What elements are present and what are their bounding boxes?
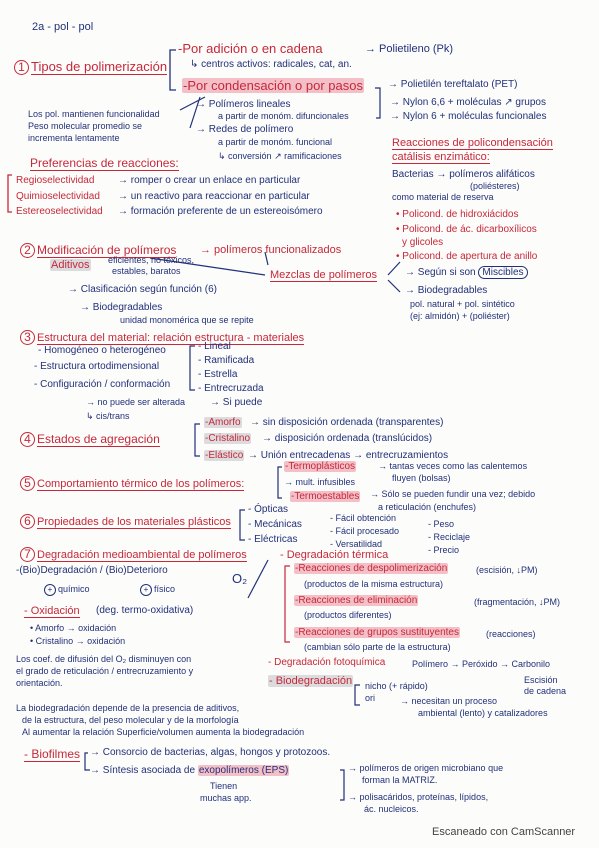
ramificada: - Ramificada bbox=[198, 355, 255, 366]
reac-elim-text: (fragmentación, ↓PM) bbox=[474, 597, 561, 607]
reac-item-2b: y glicoles bbox=[402, 237, 444, 248]
deg-fotoquimica: - Degradación fotoquímica bbox=[268, 657, 386, 668]
section-3-heading: 3 Estructura del material: relación estructura - materiales bbox=[20, 330, 304, 345]
almidon: (ej: almidón) + (poliéster) bbox=[410, 311, 510, 321]
cambian: (cambian sólo parte de la estructura) bbox=[304, 642, 451, 652]
consorcio: → Consorcio de bacterias, algas, hongos y protozoos. bbox=[90, 747, 331, 758]
estructura-ortodim: - Estructura ortodimensional bbox=[34, 361, 160, 372]
conversion-item: ↳ conversión ↗ ramificaciones bbox=[218, 151, 342, 161]
reac-sustituyentes: -Reacciones de grupos sustituyentes bbox=[295, 627, 459, 638]
forman-matriz: forman la MATRIZ. bbox=[362, 775, 438, 785]
amorfo-oxidacion: • Amorfo → oxidación bbox=[30, 623, 117, 633]
termo-text-1: → tantas veces como las calentemos bbox=[378, 461, 528, 471]
quimio-text: → un reactivo para reaccionar en particular bbox=[118, 191, 310, 202]
pol-mantienen: Los pol. mantienen funcionalidad bbox=[28, 109, 160, 119]
no-puede: → no puede ser alterada bbox=[86, 397, 186, 407]
section-1-number: 1 bbox=[14, 60, 29, 75]
termoest-text-2: a reticulación (enchufes) bbox=[378, 502, 477, 512]
mult-infusibles: → mult. infusibles bbox=[284, 477, 356, 487]
coef-line-3: orientación. bbox=[16, 678, 63, 688]
entrecruzada: - Entrecruzada bbox=[198, 383, 264, 394]
estereo-text: → formación preferente de un estereoisómero bbox=[118, 206, 323, 217]
tienen: Tienen bbox=[210, 781, 238, 791]
reacciones-title-2: catálisis enzimático: bbox=[392, 151, 490, 163]
pol-natural: pol. natural + pol. sintético bbox=[410, 299, 515, 309]
nylon66-item: → Nylon 6,6 + moléculas ↗ grupos bbox=[390, 97, 546, 108]
adicion-label: -Por adición o en cadena bbox=[178, 41, 323, 56]
regio-text: → romper o crear un enlace en particular bbox=[118, 175, 301, 186]
cristalino-text: → disposición ordenada (translúcidos) bbox=[262, 433, 433, 444]
quimio-label: Quimioselectividad bbox=[16, 191, 100, 202]
deg-foto-text: Polímero → Peróxido → Carbonilo bbox=[412, 659, 551, 669]
incrementa: incrementa lentamente bbox=[28, 133, 120, 143]
section-7-number: 7 bbox=[20, 547, 35, 562]
ac-nucleicos: ác. nucleicos. bbox=[364, 804, 419, 814]
electricas: - Eléctricas bbox=[248, 534, 298, 545]
de-cadena: de cadena bbox=[524, 686, 567, 696]
termo-text-2: fluyen (bolsas) bbox=[392, 473, 451, 483]
sintesis-label: → Síntesis asociada de exopolímeros (EPS) bbox=[90, 765, 289, 776]
elastico-label: -Elástico bbox=[205, 450, 244, 461]
peso-prop: - Peso bbox=[428, 519, 455, 529]
section-5-number: 5 bbox=[20, 476, 35, 491]
lineales-item: → Polímeros lineales bbox=[196, 99, 291, 110]
estereo-label: Estereoselectividad bbox=[16, 206, 103, 217]
partir-difuncionales: a partir de monóm. difuncionales bbox=[218, 111, 349, 121]
biodeg-line-1: La biodegradación depende de la presencia de aditivos, bbox=[16, 703, 240, 713]
facil-obtencion: - Fácil obtención bbox=[330, 513, 397, 523]
reac-item-1: • Policond. de hidroxiácidos bbox=[396, 209, 519, 220]
section-2-number: 2 bbox=[20, 243, 35, 258]
bacterias-item: Bacterias → polímeros alifáticos bbox=[392, 169, 535, 180]
reac-sust-text: (reacciones) bbox=[486, 629, 536, 639]
biofilmes-label: - Biofilmes bbox=[24, 747, 81, 761]
pet-item: → Polietilén tereftalato (PET) bbox=[388, 79, 518, 90]
funcionalizados: → polímeros funcionalizados bbox=[200, 244, 342, 256]
peso-molecular: Peso molecular promedio se bbox=[28, 121, 143, 131]
section-7-heading: 7 Degradación medioambiental de polímeros bbox=[20, 547, 247, 562]
cis-trans: ↳ cis/trans bbox=[86, 411, 130, 421]
header-code: 2a - pol - pol bbox=[32, 21, 94, 33]
escision: Escisión bbox=[524, 675, 558, 685]
section-2-heading: 2 Modificación de polímeros bbox=[20, 243, 176, 258]
centros-activos: ↳ centros activos: radicales, cat, an. bbox=[190, 59, 352, 70]
reac-desp-text: (escisión, ↓PM) bbox=[476, 565, 538, 575]
polimeros-origen: → polímeros de origen microbiano que bbox=[348, 763, 504, 773]
biodeg-line-2: de la estructura, del peso molecular y de la morfología bbox=[22, 715, 239, 725]
section-3-number: 3 bbox=[20, 330, 35, 345]
aditivos-label: Aditivos bbox=[51, 259, 90, 271]
section-4-heading: 4 Estados de agregación bbox=[20, 432, 160, 447]
unidad-monomerica: unidad monomérica que se repite bbox=[120, 315, 254, 325]
amorfo-label: -Amorfo bbox=[205, 417, 241, 428]
preferencias-title: Preferencias de reacciones: bbox=[30, 156, 179, 170]
estrella: - Estrella bbox=[198, 369, 238, 380]
reacciones-title-1: Reacciones de policondensación bbox=[392, 137, 553, 149]
o2-label: O₂ bbox=[232, 571, 248, 586]
section-1-heading bbox=[14, 60, 167, 75]
elastico-text: → Unión entrecadenas → entrecruzamientos bbox=[248, 450, 449, 461]
oxidacion-label: - Oxidación bbox=[24, 605, 80, 617]
opticas: - Ópticas bbox=[248, 504, 289, 515]
eficientes: eficientes, no tóxicos, bbox=[108, 255, 195, 265]
productos-misma: (productos de la misma estructura) bbox=[304, 579, 444, 589]
biodegr-left: → Biodegradables bbox=[80, 302, 163, 313]
cristalino-label: -Cristalino bbox=[205, 433, 251, 444]
ori: ori bbox=[365, 693, 376, 703]
reac-despolimerizacion: -Reacciones de despolimerización bbox=[295, 563, 448, 574]
segun-si-son: → Según si son Miscibles bbox=[405, 268, 528, 278]
versatilidad: - Versatilidad bbox=[330, 539, 383, 549]
regio-label: Regioselectividad bbox=[16, 175, 95, 186]
section-6-number: 6 bbox=[20, 514, 35, 529]
termoplasticos-label: -Termoplásticos bbox=[285, 461, 356, 472]
bio-degradacion: -(Bio)Degradación / (Bio)Deterioro bbox=[16, 565, 168, 576]
redes-item: → Redes de polímero bbox=[196, 124, 294, 135]
como-item: como material de reserva bbox=[392, 192, 494, 202]
section-1-title: Tipos de polimerización bbox=[31, 59, 168, 74]
reac-item-2: • Policond. de ác. dicarboxílicos bbox=[396, 224, 537, 235]
si-puede: → Si puede bbox=[210, 397, 263, 408]
biodegradacion-label: - Biodegradación bbox=[269, 675, 353, 687]
biodegradables-right: → Biodegradables bbox=[405, 285, 488, 296]
partir-funcional: a partir de monóm. funcional bbox=[218, 137, 333, 147]
muchas-app: muchas app. bbox=[200, 793, 252, 803]
necesitan: → necesitan un proceso bbox=[400, 696, 498, 706]
mezclas-label: Mezclas de polímeros bbox=[270, 269, 377, 281]
configuracion: - Configuración / conformación bbox=[34, 379, 171, 390]
fisico: + físico bbox=[140, 584, 175, 596]
clasificacion: → Clasificación según función (6) bbox=[68, 284, 217, 295]
reciclaje: - Reciclaje bbox=[428, 532, 471, 542]
nicho: nicho (+ rápido) bbox=[365, 681, 428, 691]
biodeg-line-3: Al aumentar la relación Superficie/volumen aumenta la biodegradación bbox=[22, 727, 305, 737]
amorfo-text: → sin disposición ordenada (transparentes) bbox=[250, 417, 444, 428]
adicion-result: → Polietileno (Pk) bbox=[365, 43, 454, 55]
deg-termica: - Degradación térmica bbox=[280, 549, 389, 561]
precio: - Precio bbox=[428, 545, 460, 555]
poliesteres-item: (poliésteres) bbox=[470, 181, 520, 191]
estables: estables, baratos bbox=[112, 266, 181, 276]
termoestables-label: -Termoestables bbox=[291, 491, 360, 502]
termoest-text-1: → Sólo se pueden fundir una vez; debido bbox=[370, 489, 536, 499]
productos-diferentes: (productos diferentes) bbox=[304, 610, 392, 620]
cristalino-oxidacion: • Cristalino → oxidación bbox=[30, 636, 126, 646]
ambiental: ambiental (lento) y catalizadores bbox=[418, 708, 548, 718]
coef-line-1: Los coef. de difusión del O₂ disminuyen con bbox=[16, 654, 192, 664]
homogeneo: - Homogéneo o heterogéneo bbox=[38, 345, 166, 356]
camscanner-watermark: Escaneado con CamScanner bbox=[432, 826, 576, 838]
mecanicas: - Mecánicas bbox=[248, 519, 302, 530]
condensacion-label: -Por condensación o por pasos bbox=[183, 78, 363, 93]
lineal: - Lineal bbox=[198, 341, 231, 352]
section-5-heading: 5 Comportamiento térmico de los polímeros: bbox=[20, 476, 244, 491]
reac-eliminacion: -Reacciones de eliminación bbox=[295, 595, 418, 606]
facil-procesado: - Fácil procesado bbox=[330, 526, 400, 536]
deg-termo-oxidativa: (deg. termo-oxidativa) bbox=[96, 605, 194, 616]
section-6-heading: 6 Propiedades de los materiales plásticos bbox=[20, 514, 231, 529]
section-4-number: 4 bbox=[20, 432, 35, 447]
nylon6-item: → Nylon 6 + moléculas funcionales bbox=[390, 111, 547, 122]
polisacaridos: → polisacáridos, proteínas, lípidos, bbox=[348, 792, 489, 802]
reac-item-3: • Policond. de apertura de anillo bbox=[396, 251, 538, 262]
quimico: + químico bbox=[44, 584, 90, 596]
coef-line-2: el grado de reticulación / entrecruzamiento y bbox=[16, 666, 194, 676]
